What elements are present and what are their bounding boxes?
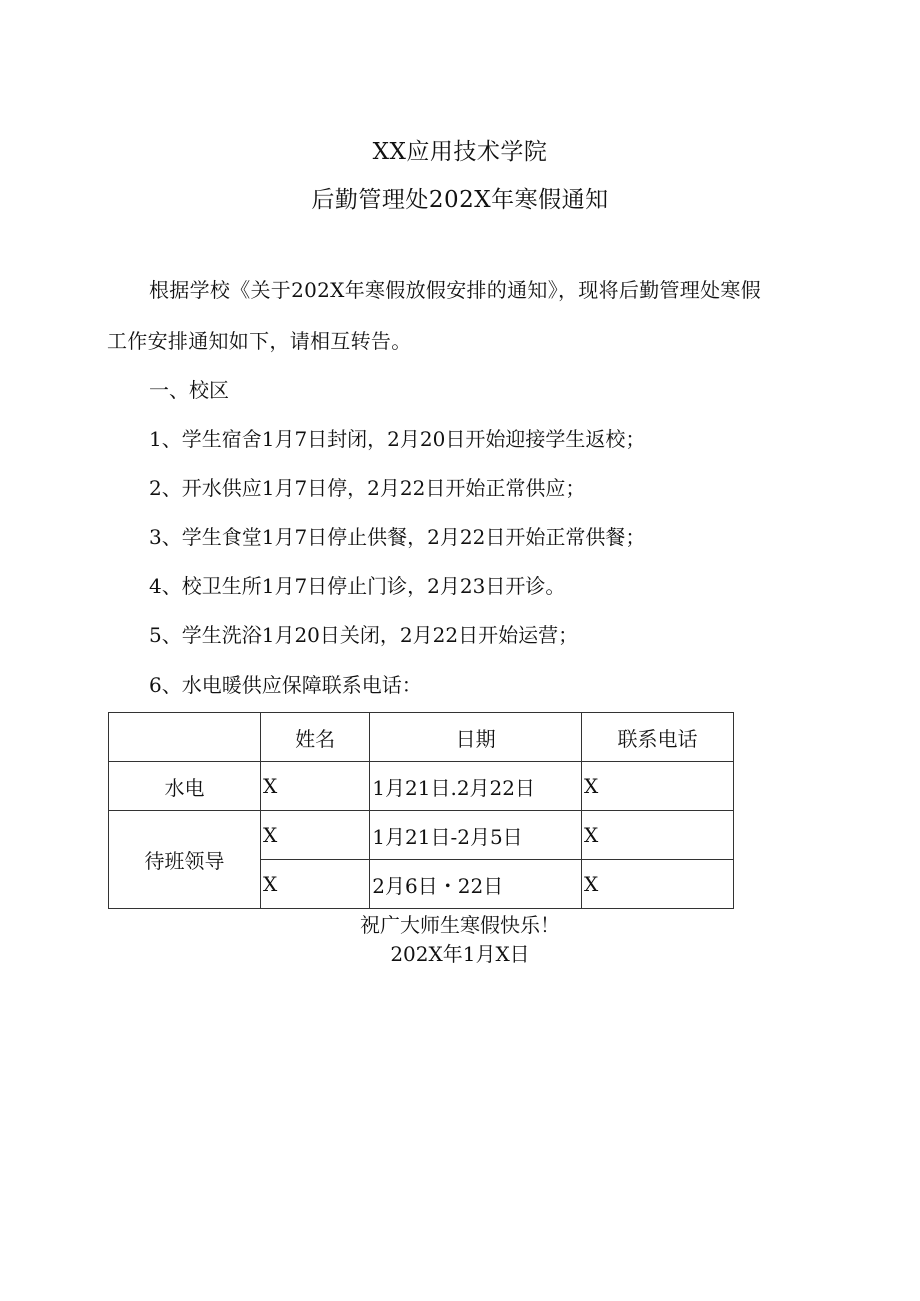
name-cell: X [260,762,369,811]
intro-line-1: 根据学校《关于202X年寒假放假安排的通知》，现将后勤管理处寒假 [149,278,762,302]
table-row [109,811,734,860]
name-cell: X [260,860,369,909]
contact-table [108,712,734,909]
table-row [109,762,734,811]
section-heading: 一、校区 [149,378,229,402]
closing-date: 202X年1月X日 [390,942,530,966]
list-item: 4、校卫生所1月7日停止门诊，2月23日开诊。 [149,574,566,598]
school-name: XX应用技术学院 [372,139,548,165]
table-header-cell: 姓名 [260,713,369,762]
list-item: 1、学生宿舍1月7日封闭，2月20日开始迎接学生返校； [149,427,646,451]
table-header-cell [109,713,261,762]
list-item: 5、学生洗浴1月20日关闭，2月22日开始运营； [149,623,579,647]
phone-cell: X [581,811,733,860]
date-cell: 1月21日.2月22日 [370,762,582,811]
list-item: 6、水电暖供应保障联系电话： [149,673,422,697]
date-cell: 2月6日・22日 [370,860,582,909]
table-header-cell: 联系电话 [581,713,733,762]
phone-cell: X [581,860,733,909]
duty-type-cell: 待班领导 [109,811,261,909]
intro-line-2: 工作安排通知如下，请相互转告。 [107,329,412,353]
phone-cell: X [581,762,733,811]
list-item: 3、学生食堂1月7日停止供餐，2月22日开始正常供餐； [149,525,646,549]
date-cell: 1月21日-2月5日 [370,811,582,860]
name-cell: X [260,811,369,860]
duty-type-cell: 水电 [109,762,261,811]
closing-greeting: 祝广大师生寒假快乐！ [360,913,560,937]
table-header-row [109,713,734,762]
list-item: 2、开水供应1月7日停，2月22日开始正常供应； [149,476,586,500]
table-header-cell: 日期 [370,713,582,762]
notice-title: 后勤管理处202X年寒假通知 [311,187,609,213]
